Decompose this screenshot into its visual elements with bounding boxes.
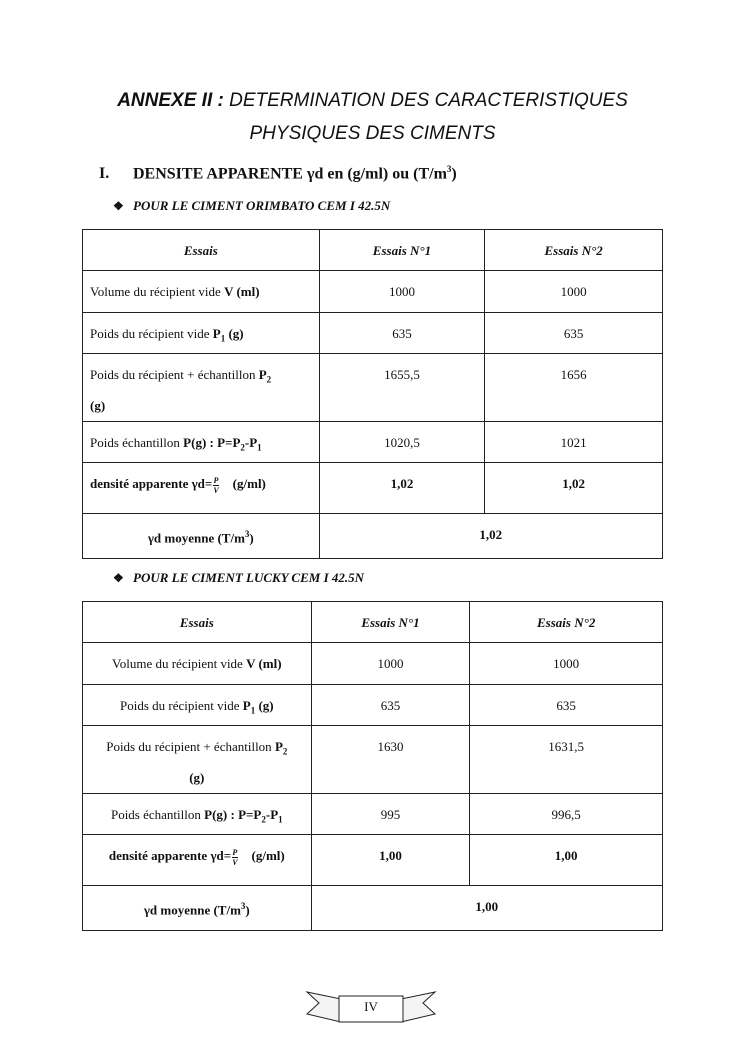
row-label-p1 — [83, 313, 320, 354]
row-label-mean — [83, 886, 312, 931]
label-unit: (g) — [90, 397, 106, 413]
label-unit: (g/ml) — [232, 476, 266, 491]
page-number-ribbon — [305, 990, 437, 1026]
cell-value: 635 — [319, 313, 485, 354]
label-text: Poids du récipient vide — [119, 698, 243, 713]
table-row — [83, 602, 663, 643]
label-text: Poids échantillon — [110, 807, 205, 822]
table-row — [83, 271, 663, 313]
fraction-numerator: P — [213, 475, 219, 485]
label-exponent: 3 — [244, 529, 250, 539]
label-bold: P — [242, 698, 251, 713]
label-close: ) — [249, 530, 254, 546]
row-label-density — [83, 463, 320, 514]
row-label-density — [83, 835, 312, 886]
cell-value: 1021 — [485, 422, 663, 463]
subheading-text: POUR LE CIMENT LUCKY CEM I 42.5N — [133, 570, 365, 585]
table-row — [83, 230, 663, 271]
label-text: densité apparente γd= — [90, 476, 213, 491]
label-sub: 2 — [282, 746, 288, 757]
label-text: Volume du récipient vide — [90, 284, 225, 299]
row-label-p2 — [83, 354, 320, 422]
section-heading — [99, 164, 457, 183]
row-label-p2 — [83, 726, 312, 794]
cell-value: 1000 — [311, 643, 470, 685]
label-bold: V (ml) — [246, 656, 282, 671]
label-exponent: 3 — [240, 901, 246, 911]
label-bold: -P — [265, 807, 279, 822]
cell-value: 635 — [470, 685, 663, 726]
row-label-volume — [83, 643, 312, 685]
bullet-icon: ❖ — [113, 199, 124, 213]
annex-title-text: DETERMINATION DES CARACTERISTIQUES — [223, 90, 628, 111]
table-row — [83, 794, 663, 835]
table-lucky — [82, 601, 663, 931]
header-essais: Essais — [83, 230, 320, 271]
label-text: densité apparente γd= — [108, 848, 232, 863]
page-number: IV — [364, 999, 378, 1014]
table-row — [83, 422, 663, 463]
label-text: Poids du récipient vide — [90, 326, 213, 341]
cell-value: 1020,5 — [319, 422, 485, 463]
cell-mean-value: 1,00 — [311, 886, 662, 931]
cell-value: 1,00 — [470, 835, 663, 886]
label-bold: V (ml) — [224, 284, 260, 299]
fraction-denominator: V — [232, 857, 238, 867]
cell-value: 1000 — [470, 643, 663, 685]
label-sub: 2 — [266, 374, 272, 385]
bullet-icon: ❖ — [113, 571, 124, 585]
label-bold: -P — [244, 435, 258, 450]
label-unit: (g/ml) — [251, 848, 285, 863]
header-essai-2: Essais N°2 — [470, 602, 663, 643]
table-row — [83, 463, 663, 514]
formula-fraction — [213, 476, 218, 495]
row-label-sample-weight — [83, 422, 320, 463]
table-row — [83, 886, 663, 931]
label-sub: 2 — [240, 442, 245, 453]
subheading-text: POUR LE CIMENT ORIMBATO CEM I 42.5N — [133, 198, 391, 213]
section-number: I. — [99, 165, 110, 183]
cell-value: 1,02 — [319, 463, 485, 514]
annex-title-line-1 — [0, 90, 745, 112]
label-unit: (g) — [255, 698, 274, 713]
subheading-lucky — [113, 570, 364, 586]
cell-value: 1656 — [485, 354, 663, 422]
cell-value: 995 — [311, 794, 470, 835]
annex-title-line-2: PHYSIQUES DES CIMENTS — [249, 123, 496, 144]
label-bold: P(g) : P=P — [183, 435, 241, 450]
subheading-orimbato — [113, 198, 390, 214]
label-bold: P — [212, 326, 221, 341]
label-sub: 1 — [257, 442, 262, 453]
label-bold: P(g) : P=P — [204, 807, 262, 822]
header-essai-1: Essais N°1 — [311, 602, 470, 643]
label-text: Poids du récipient + échantillon — [106, 739, 275, 754]
cell-value: 1000 — [319, 271, 485, 313]
annex-label: ANNEXE II : — [117, 90, 224, 111]
label-unit: (g) — [189, 769, 205, 785]
cell-value: 635 — [485, 313, 663, 354]
table-row — [83, 313, 663, 354]
section-exponent: 3 — [446, 164, 452, 174]
cell-value: 1631,5 — [470, 726, 663, 794]
label-text: Poids échantillon — [90, 435, 184, 450]
label-text: γd moyenne (T/m — [147, 530, 245, 546]
label-text: Volume du récipient vide — [112, 656, 247, 671]
section-close: ) — [451, 165, 457, 183]
table-row — [83, 726, 663, 794]
label-text: γd moyenne (T/m — [143, 902, 241, 918]
cell-value: 635 — [311, 685, 470, 726]
label-sub: 1 — [220, 333, 226, 344]
table-row — [83, 643, 663, 685]
label-close: ) — [245, 902, 250, 918]
label-sub: 1 — [278, 814, 283, 825]
section-title: DENSITE APPARENTE γd en (g/ml) ou (T/m — [133, 165, 447, 183]
table-row — [83, 354, 663, 422]
row-label-sample-weight — [83, 794, 312, 835]
table-row — [83, 835, 663, 886]
label-sub: 1 — [250, 705, 256, 716]
cell-value: 996,5 — [470, 794, 663, 835]
row-label-mean — [83, 514, 320, 559]
header-essai-2: Essais N°2 — [485, 230, 663, 271]
label-bold: P — [258, 367, 267, 382]
label-sub: 2 — [261, 814, 266, 825]
label-unit: (g) — [225, 326, 244, 341]
label-bold: P — [274, 739, 283, 754]
header-essais: Essais — [83, 602, 312, 643]
header-essai-1: Essais N°1 — [319, 230, 485, 271]
cell-value: 1000 — [485, 271, 663, 313]
table-row — [83, 685, 663, 726]
formula-fraction — [232, 848, 237, 867]
fraction-numerator: P — [232, 847, 238, 857]
cell-value: 1,02 — [485, 463, 663, 514]
row-label-volume — [83, 271, 320, 313]
cell-value: 1655,5 — [319, 354, 485, 422]
cell-mean-value: 1,02 — [319, 514, 662, 559]
fraction-denominator: V — [213, 485, 219, 495]
label-text: Poids du récipient + échantillon — [90, 367, 259, 382]
cell-value: 1,00 — [311, 835, 470, 886]
cell-value: 1630 — [311, 726, 470, 794]
table-row — [83, 514, 663, 559]
row-label-p1 — [83, 685, 312, 726]
table-orimbato — [82, 229, 663, 559]
